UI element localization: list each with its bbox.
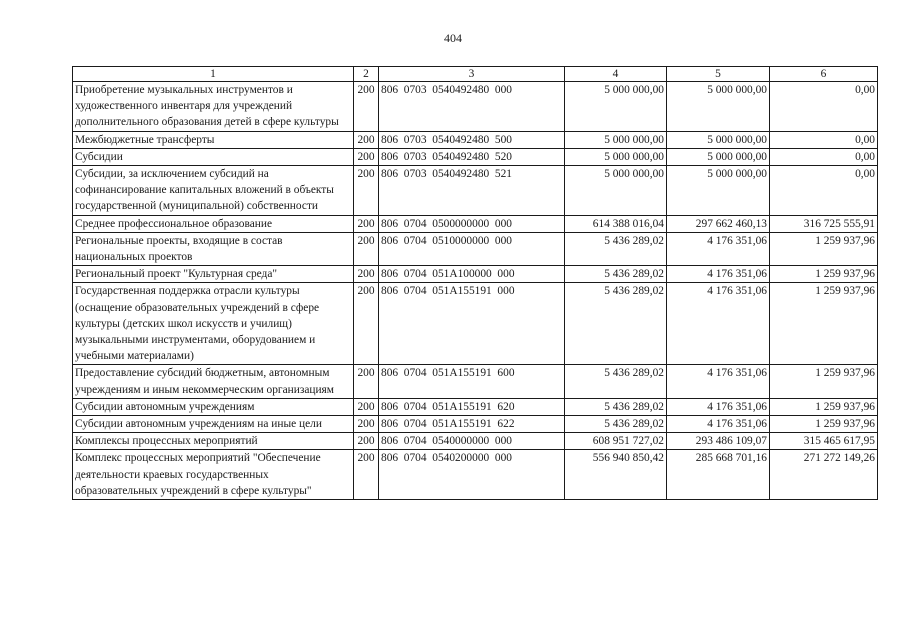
- row-value-col4: 5 436 289,02: [565, 232, 667, 265]
- row-address-cell: 806 0703 0540492480 000: [379, 82, 565, 132]
- row-value-col4: 556 940 850,42: [565, 450, 667, 500]
- row-value-col4: 608 951 727,02: [565, 433, 667, 450]
- row-address-cell: 806 0704 051A100000 000: [379, 266, 565, 283]
- row-value-col4: 5 436 289,02: [565, 266, 667, 283]
- row-address-cell: 806 0703 0540492480 500: [379, 131, 565, 148]
- row-code-cell: 200: [354, 232, 379, 265]
- page-number: 404: [444, 31, 462, 45]
- row-value-col6: 0,00: [770, 166, 878, 216]
- table-row: [73, 215, 878, 232]
- row-value-col4: 5 436 289,02: [565, 365, 667, 398]
- row-value-col5: 4 176 351,06: [667, 416, 770, 433]
- row-value-col5: 4 176 351,06: [667, 232, 770, 265]
- row-value-col4: 614 388 016,04: [565, 215, 667, 232]
- row-name-cell: Среднее профессиональное образование: [73, 215, 354, 232]
- row-name-cell: Приобретение музыкальных инструментов и художественного инвентаря для учреждений дополнительного образования детей в сфере культуры: [73, 82, 354, 132]
- header-cell-6: 6: [770, 67, 878, 82]
- row-name-cell: Субсидии автономным учреждениям: [73, 398, 354, 415]
- row-value-col6: 315 465 617,95: [770, 433, 878, 450]
- row-value-col5: 5 000 000,00: [667, 82, 770, 132]
- row-value-col6: 1 259 937,96: [770, 398, 878, 415]
- row-address-cell: 806 0704 0540200000 000: [379, 450, 565, 500]
- row-name-cell: Региональный проект "Культурная среда": [73, 266, 354, 283]
- row-address-cell: 806 0703 0540492480 520: [379, 148, 565, 165]
- table-row: [73, 82, 878, 132]
- row-address-cell: 806 0704 051A155191 622: [379, 416, 565, 433]
- row-code-cell: 200: [354, 166, 379, 216]
- row-code-cell: 200: [354, 365, 379, 398]
- row-value-col6: 0,00: [770, 148, 878, 165]
- row-value-col6: 316 725 555,91: [770, 215, 878, 232]
- table-row: [73, 131, 878, 148]
- row-name-cell: Субсидии, за исключением субсидий на софинансирование капитальных вложений в объекты государственной (муниципальной) собственности: [73, 166, 354, 216]
- table-row: [73, 283, 878, 365]
- row-value-col6: 1 259 937,96: [770, 416, 878, 433]
- row-value-col4: 5 000 000,00: [565, 131, 667, 148]
- row-value-col5: 4 176 351,06: [667, 266, 770, 283]
- table-row: [73, 450, 878, 500]
- row-code-cell: 200: [354, 148, 379, 165]
- header-cell-1: 1: [73, 67, 354, 82]
- row-name-cell: Предоставление субсидий бюджетным, автономным учреждениям и иным некоммерческим организациям: [73, 365, 354, 398]
- header-cell-4: 4: [565, 67, 667, 82]
- row-code-cell: 200: [354, 450, 379, 500]
- row-value-col5: 4 176 351,06: [667, 283, 770, 365]
- row-value-col5: 5 000 000,00: [667, 148, 770, 165]
- table-row: [73, 166, 878, 216]
- row-code-cell: 200: [354, 215, 379, 232]
- row-code-cell: 200: [354, 82, 379, 132]
- row-code-cell: 200: [354, 416, 379, 433]
- row-value-col5: 297 662 460,13: [667, 215, 770, 232]
- row-value-col6: 1 259 937,96: [770, 365, 878, 398]
- row-name-cell: Комплексы процессных мероприятий: [73, 433, 354, 450]
- row-address-cell: 806 0703 0540492480 521: [379, 166, 565, 216]
- row-name-cell: Государственная поддержка отрасли культуры (оснащение образовательных учреждений в сфере культуры (детских школ искусств и училищ) музыкальными инструментами, оборудованием и учебными материалами): [73, 283, 354, 365]
- row-value-col5: 285 668 701,16: [667, 450, 770, 500]
- row-name-cell: Субсидии: [73, 148, 354, 165]
- table-row: [73, 433, 878, 450]
- row-value-col5: 5 000 000,00: [667, 166, 770, 216]
- row-value-col6: 0,00: [770, 82, 878, 132]
- row-code-cell: 200: [354, 433, 379, 450]
- row-value-col5: 293 486 109,07: [667, 433, 770, 450]
- header-cell-5: 5: [667, 67, 770, 82]
- row-address-cell: 806 0704 051A155191 620: [379, 398, 565, 415]
- table-row: [73, 148, 878, 165]
- row-value-col4: 5 000 000,00: [565, 82, 667, 132]
- row-name-cell: Региональные проекты, входящие в состав национальных проектов: [73, 232, 354, 265]
- row-value-col5: 4 176 351,06: [667, 398, 770, 415]
- header-cell-2: 2: [354, 67, 379, 82]
- row-code-cell: 200: [354, 131, 379, 148]
- row-value-col5: 5 000 000,00: [667, 131, 770, 148]
- row-address-cell: 806 0704 0510000000 000: [379, 232, 565, 265]
- row-name-cell: Межбюджетные трансферты: [73, 131, 354, 148]
- header-cell-3: 3: [379, 67, 565, 82]
- row-value-col5: 4 176 351,06: [667, 365, 770, 398]
- row-value-col4: 5 436 289,02: [565, 398, 667, 415]
- row-value-col4: 5 000 000,00: [565, 166, 667, 216]
- row-value-col6: 271 272 149,26: [770, 450, 878, 500]
- row-address-cell: 806 0704 051A155191 600: [379, 365, 565, 398]
- row-code-cell: 200: [354, 266, 379, 283]
- table-row: [73, 365, 878, 398]
- header-row: [73, 67, 878, 82]
- row-address-cell: 806 0704 0500000000 000: [379, 215, 565, 232]
- row-value-col6: 1 259 937,96: [770, 232, 878, 265]
- row-name-cell: Субсидии автономным учреждениям на иные цели: [73, 416, 354, 433]
- table-row: [73, 416, 878, 433]
- row-code-cell: 200: [354, 283, 379, 365]
- table-row: [73, 266, 878, 283]
- row-value-col4: 5 436 289,02: [565, 283, 667, 365]
- row-value-col4: 5 436 289,02: [565, 416, 667, 433]
- row-address-cell: 806 0704 0540000000 000: [379, 433, 565, 450]
- row-name-cell: Комплекс процессных мероприятий "Обеспечение деятельности краевых государственных образовательных учреждений в сфере культуры": [73, 450, 354, 500]
- row-value-col6: 0,00: [770, 131, 878, 148]
- table-row: [73, 398, 878, 415]
- row-address-cell: 806 0704 051A155191 000: [379, 283, 565, 365]
- row-value-col4: 5 000 000,00: [565, 148, 667, 165]
- budget-table: [72, 66, 878, 500]
- row-code-cell: 200: [354, 398, 379, 415]
- row-value-col6: 1 259 937,96: [770, 266, 878, 283]
- row-value-col6: 1 259 937,96: [770, 283, 878, 365]
- table-row: [73, 232, 878, 265]
